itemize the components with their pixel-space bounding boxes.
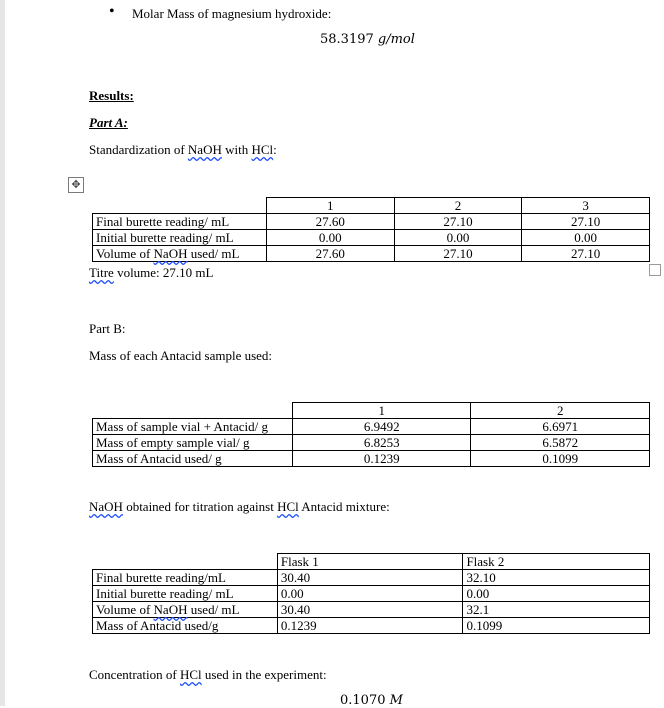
title-text: Concentration of	[89, 667, 180, 682]
table-cell: 27.10	[394, 214, 522, 230]
row-label: Final burette reading/mL	[93, 570, 278, 586]
subtitle-text: :	[273, 142, 277, 157]
flask-table	[92, 553, 650, 634]
table-cell: 27.10	[394, 246, 522, 262]
table-cell: 0.1099	[463, 618, 650, 634]
bullet-point: •	[109, 3, 115, 20]
standardization-table	[92, 197, 650, 262]
table-row	[93, 586, 650, 602]
table-cell: 0.1239	[292, 451, 471, 467]
trial-header: 1	[266, 198, 394, 214]
table-cell: 6.9492	[292, 419, 471, 435]
flask-header: Flask 2	[463, 554, 650, 570]
table-row	[93, 451, 650, 467]
sample-header: 2	[471, 403, 650, 419]
table-cell: 6.6971	[471, 419, 650, 435]
table-header-row	[93, 403, 650, 419]
table-row	[93, 246, 650, 262]
table-cell: 27.60	[266, 246, 394, 262]
trial-header: 3	[522, 198, 650, 214]
table-move-handle-icon[interactable]: ✥	[68, 177, 84, 193]
hcl-word: HCl	[277, 499, 299, 514]
naoh-word: NaOH	[89, 499, 123, 514]
table-cell: 0.00	[277, 586, 463, 602]
molar-mass-value	[320, 32, 415, 47]
row-label: Initial burette reading/ mL	[93, 230, 267, 246]
table-cell: 30.40	[277, 570, 463, 586]
molar-mass-unit: g/mol	[377, 32, 415, 47]
table-cell: 32.10	[463, 570, 650, 586]
subtitle-text: Standardization of	[89, 142, 188, 157]
table-row	[93, 230, 650, 246]
row-label: Mass of Antacid used/g	[93, 618, 278, 634]
label-text: used/ mL	[187, 246, 240, 261]
row-label	[93, 602, 278, 618]
part-b-heading: Part B:	[89, 321, 126, 336]
naoh-word: NaOH	[153, 246, 188, 261]
table-cell: 30.40	[277, 602, 463, 618]
mass-title: Mass of each Antacid sample used:	[89, 348, 273, 363]
table-cell: 0.00	[394, 230, 522, 246]
molar-mass-number: 58.3197	[320, 32, 374, 47]
mass-table	[92, 402, 650, 467]
table-row	[93, 570, 650, 586]
table-cell: 27.10	[522, 214, 650, 230]
row-label: Mass of sample vial + Antacid/ g	[93, 419, 293, 435]
naoh-word: NaOH	[187, 142, 222, 157]
naoh-word: NaOH	[153, 602, 188, 617]
label-text: used/ mL	[187, 602, 240, 617]
sample-header: 1	[292, 403, 471, 419]
row-label: Mass of Antacid used/ g	[93, 451, 293, 467]
table-row	[93, 214, 650, 230]
part-a-subtitle	[89, 142, 277, 158]
table-cell: 0.00	[266, 230, 394, 246]
row-label: Final burette reading/ mL	[93, 214, 267, 230]
row-label: Mass of empty sample vial/ g	[93, 435, 293, 451]
concentration-unit: M	[389, 693, 403, 708]
label-text: Volume of	[96, 246, 154, 261]
table-header-row	[93, 554, 650, 570]
title-text: obtained for titration against	[122, 499, 278, 514]
titration-title	[89, 499, 390, 515]
row-label	[93, 246, 267, 262]
concentration-number: 0.1070	[340, 693, 386, 708]
molar-mass-label: Molar Mass of magnesium hydroxide:	[132, 6, 332, 21]
label-text: Volume of	[96, 602, 154, 617]
trial-header: 2	[394, 198, 522, 214]
part-a-heading: Part A:	[89, 115, 128, 130]
row-label: Initial burette reading/ mL	[93, 586, 278, 602]
title-text: Antacid mixture:	[298, 499, 390, 514]
title-text: used in the experiment:	[201, 667, 327, 682]
page-left-margin	[0, 0, 5, 706]
table-corner-cell	[93, 198, 267, 214]
table-cell: 27.10	[522, 246, 650, 262]
hcl-word: HCl	[251, 142, 274, 157]
table-cell: 0.1239	[277, 618, 463, 634]
table-cell: 0.00	[522, 230, 650, 246]
results-heading: Results:	[89, 88, 134, 103]
table-cell: 6.8253	[292, 435, 471, 451]
concentration-title	[89, 667, 327, 683]
table-row	[93, 618, 650, 634]
flask-header: Flask 1	[277, 554, 463, 570]
subtitle-text: with	[221, 142, 252, 157]
table-cell: 0.00	[463, 586, 650, 602]
hcl-word: HCl	[179, 667, 202, 682]
table-row	[93, 419, 650, 435]
titre-volume	[89, 265, 213, 281]
table-cell: 6.5872	[471, 435, 650, 451]
table-header-row	[93, 198, 650, 214]
table-resize-handle-icon[interactable]	[649, 264, 661, 276]
table-cell: 27.60	[266, 214, 394, 230]
table-corner-cell	[93, 554, 278, 570]
titre-text: volume: 27.10 mL	[113, 265, 214, 280]
table-cell: 32.1	[463, 602, 650, 618]
table-cell: 0.1099	[471, 451, 650, 467]
titre-word: Titre	[89, 265, 114, 280]
table-row	[93, 602, 650, 618]
table-corner-cell	[93, 403, 293, 419]
table-row	[93, 435, 650, 451]
